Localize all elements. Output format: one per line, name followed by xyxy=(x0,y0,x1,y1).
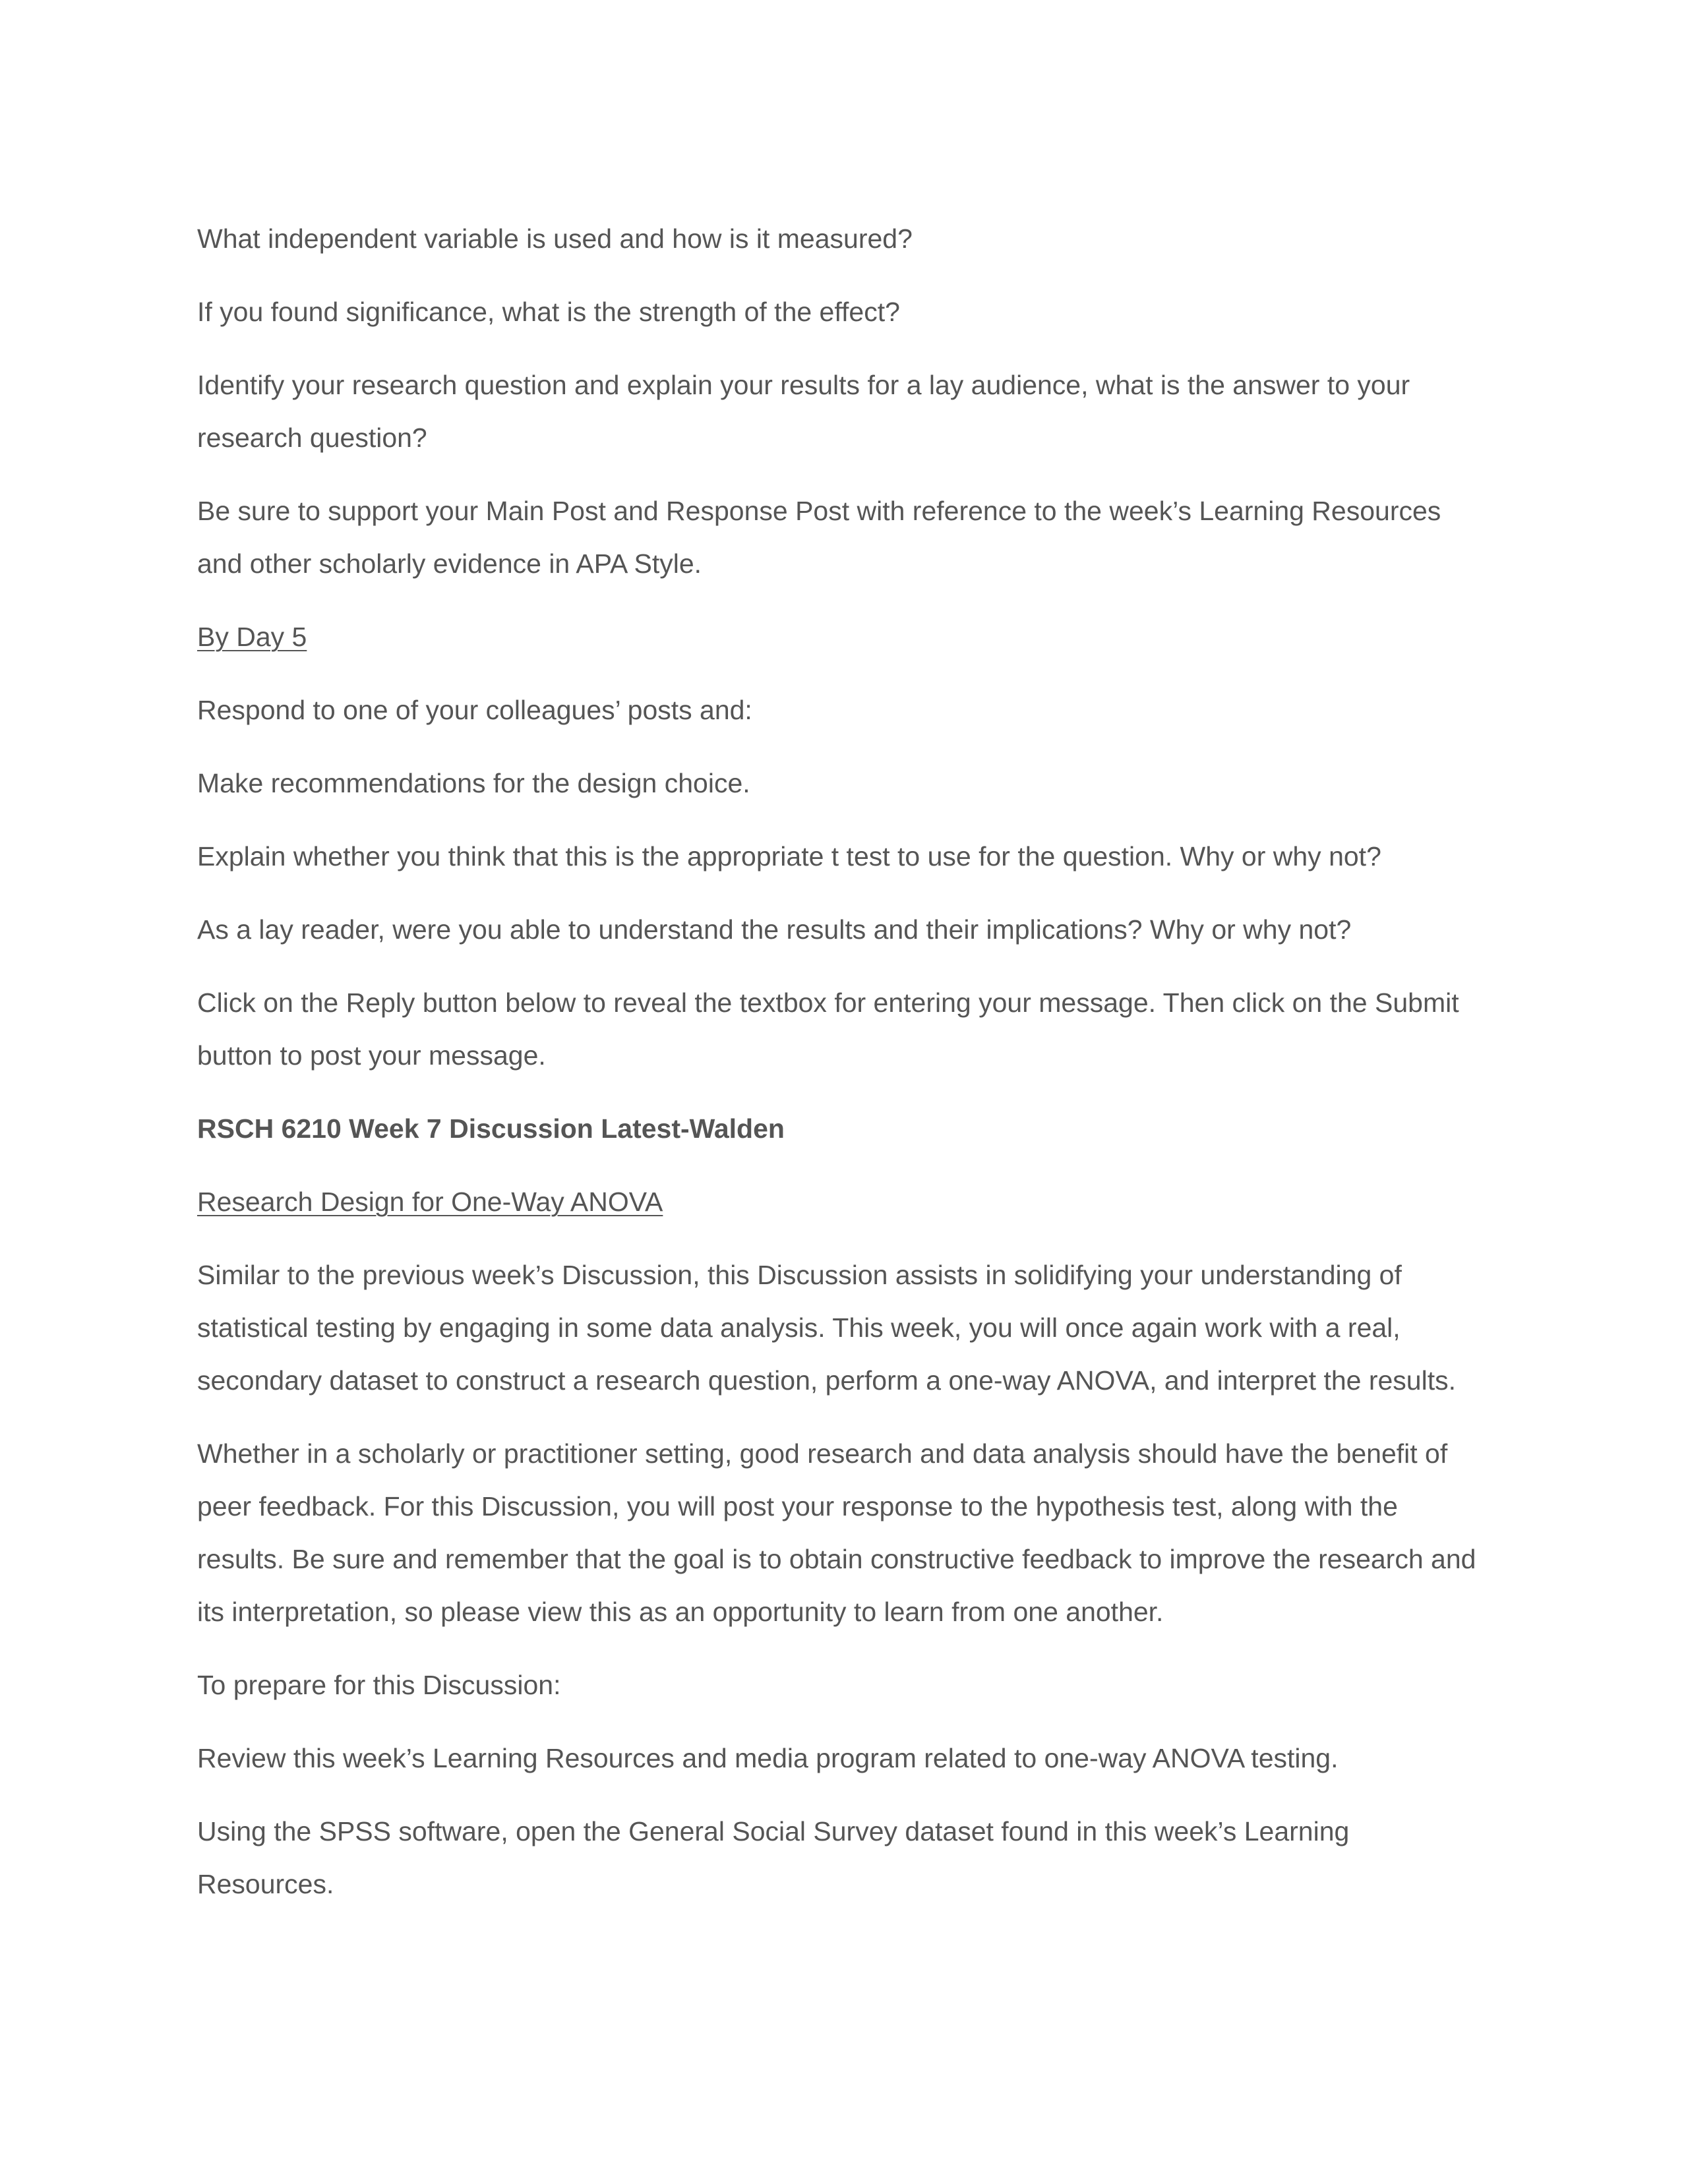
paragraph-to-prepare: To prepare for this Discussion: xyxy=(197,1670,561,1700)
paragraph-similar-discussion: Similar to the previous week’s Discussion, this Discussion assists in solidifying your understanding of statistical testing by engaging in some data analysis. This week, you will once again work with a real, secondary dataset to construct a research question, perform a one-way ANOVA, and interpret the results. xyxy=(197,1260,1457,1396)
instruction-respond: Respond to one of your colleagues’ posts and: xyxy=(197,695,752,725)
document-page xyxy=(197,212,1490,1931)
section-by-day-5: By Day 5 xyxy=(197,622,307,652)
heading-rsch-6210: RSCH 6210 Week 7 Discussion Latest-Walden xyxy=(197,1113,785,1144)
instruction-research-question: Identify your research question and explain your results for a lay audience, what is the answer to your research question? xyxy=(197,370,1410,453)
subheading-research-design: Research Design for One-Way ANOVA xyxy=(197,1187,663,1217)
question-independent-variable: What independent variable is used and how is it measured? xyxy=(197,223,913,254)
paragraph-spss-dataset: Using the SPSS software, open the General Social Survey dataset found in this week’s Learning Resources. xyxy=(197,1816,1350,1899)
question-effect-strength: If you found significance, what is the strength of the effect? xyxy=(197,297,900,327)
instruction-apa-support: Be sure to support your Main Post and Response Post with reference to the week’s Learning Resources and other scholarly evidence in APA Style. xyxy=(197,496,1441,579)
instruction-t-test: Explain whether you think that this is the appropriate t test to use for the question. Why or why not? xyxy=(197,841,1381,871)
instruction-reply-submit: Click on the Reply button below to reveal the textbox for entering your message. Then click on the Submit button to post your message. xyxy=(197,988,1459,1071)
instruction-lay-reader: As a lay reader, were you able to understand the results and their implications? Why or why not? xyxy=(197,914,1352,945)
paragraph-review-resources: Review this week’s Learning Resources and media program related to one-way ANOVA testing. xyxy=(197,1743,1339,1773)
paragraph-peer-feedback: Whether in a scholarly or practitioner setting, good research and data analysis should have the benefit of peer feedback. For this Discussion, you will post your response to the hypothesis test, along with the results. Be sure and remember that the goal is to obtain constructive feedback to improve the research and its interpretation, so please view this as an opportunity to learn from one another. xyxy=(197,1438,1476,1627)
instruction-recommendations: Make recommendations for the design choice. xyxy=(197,768,750,798)
